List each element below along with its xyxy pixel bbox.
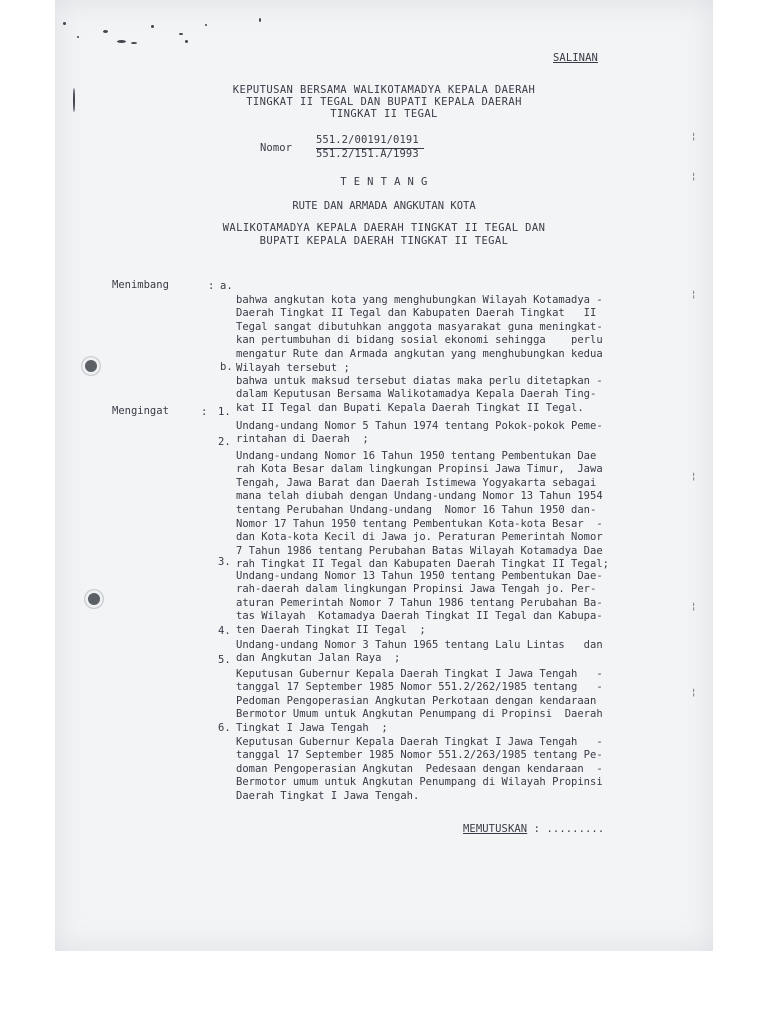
paragraph-line: tanggal 17 September 1985 Nomor 551.2/262/1985 tentang - bbox=[236, 681, 603, 694]
paragraph-line: Tengah, Jawa Barat dan Daerah Istimewa Yogyakarta sebagai bbox=[236, 476, 597, 489]
paragraph-line: Pedoman Pengoperasian Angkutan Perkotaan dengan kendaraan bbox=[236, 694, 597, 707]
paragraph-line: ten Daerah Tingkat II Tegal ; bbox=[236, 623, 426, 636]
mengingat-item-marker: 4. bbox=[218, 625, 231, 637]
mengingat-item-marker: 6. bbox=[218, 722, 231, 734]
paragraph-line: Bermotor umum untuk Angkutan Penumpang di Wilayah Propinsi bbox=[236, 776, 603, 789]
paragraph-line: Wilayah tersebut ; bbox=[236, 361, 350, 374]
punch-hole bbox=[85, 590, 103, 608]
nomor-value-2: 551.2/151.A/1993 bbox=[316, 148, 419, 160]
scan-speck bbox=[131, 42, 137, 44]
edge-mark: ¦ bbox=[691, 132, 697, 142]
scan-speck bbox=[77, 36, 79, 38]
paragraph-line: mana telah diubah dengan Undang-undang Nomor 13 Tahun 1954 bbox=[236, 490, 603, 503]
paragraph-line: Keputusan Gubernur Kepala Daerah Tingkat I Jawa Tengah - bbox=[236, 667, 603, 680]
paragraph-line: bahwa angkutan kota yang menghubungkan Wilayah Kotamadya - bbox=[236, 293, 603, 306]
mengingat-item-marker: 3. bbox=[218, 556, 231, 568]
paragraph-line: dan Angkutan Jalan Raya ; bbox=[236, 652, 401, 665]
decree-subject: RUTE DAN ARMADA ANGKUTAN KOTA bbox=[292, 200, 476, 212]
paragraph-line: Undang-undang Nomor 5 Tahun 1974 tentang Pokok-pokok Peme- bbox=[236, 419, 603, 432]
scan-speck bbox=[185, 40, 188, 43]
paragraph-line: Undang-undang Nomor 13 Tahun 1950 tentang Pembentukan Dae- bbox=[236, 569, 603, 582]
punch-hole bbox=[82, 357, 100, 375]
edge-mark: ¦ bbox=[691, 172, 697, 182]
memutuskan-line bbox=[463, 823, 604, 837]
edge-mark: ¦ bbox=[691, 602, 697, 612]
menimbang-colon: : bbox=[208, 280, 215, 292]
mengingat-item-2 bbox=[236, 436, 609, 572]
menimbang-item-marker: b. bbox=[220, 361, 233, 373]
mengingat-item-marker: 5. bbox=[218, 654, 231, 666]
memutuskan-label: MEMUTUSKAN bbox=[463, 823, 528, 835]
menimbang-label: Menimbang bbox=[112, 279, 169, 291]
paragraph-line: Tegal sangat dibutuhkan anggota masyarakat guna meningkat- bbox=[236, 320, 603, 333]
paragraph-line: tentang Perubahan Undang-undang Nomor 16 Tahun 1950 dan- bbox=[236, 503, 597, 516]
paragraph-line: rah-daerah dalam lingkungan Propinsi Jawa Tengah jo. Per- bbox=[236, 583, 597, 596]
paragraph-line: Undang-undang Nomor 3 Tahun 1965 tentang Lalu Lintas dan bbox=[236, 638, 603, 651]
paragraph-line: dan Kota-kota Kecil di Jawa jo. Peraturan Pemerintah Nomor bbox=[236, 531, 603, 544]
mengingat-item-marker: 2. bbox=[218, 436, 231, 448]
paragraph-line: rintahan di Daerah ; bbox=[236, 433, 369, 446]
paragraph-line: tanggal 17 September 1985 Nomor 551.2/263/1985 tentang Pe- bbox=[236, 749, 603, 762]
menimbang-item-marker: a. bbox=[220, 280, 233, 292]
scanned-document-page bbox=[55, 0, 713, 951]
memutuskan-tail: : ......... bbox=[527, 823, 605, 835]
paragraph-line: Daerah Tingkat I Jawa Tengah. bbox=[236, 789, 420, 802]
edge-mark: ¦ bbox=[691, 688, 697, 698]
paragraph-line: rah Tingkat II Tegal dan Kabupaten Daerah Tingkat II Tegal; bbox=[236, 558, 609, 571]
decree-heading-line: KEPUTUSAN BERSAMA WALIKOTAMADYA KEPALA DAERAH bbox=[232, 84, 536, 96]
paragraph-line: Undang-undang Nomor 16 Tahun 1950 tentang Pembentukan Dae bbox=[236, 449, 597, 462]
nomor-value-1: 551.2/00191/0191 bbox=[316, 134, 419, 146]
scan-speck bbox=[117, 40, 126, 43]
paragraph-line: Daerah Tingkat II Tegal dan Kabupaten Daerah Tingkat II bbox=[236, 307, 597, 320]
scan-speck bbox=[151, 25, 154, 28]
paragraph-line: bahwa untuk maksud tersebut diatas maka perlu ditetapkan - bbox=[236, 374, 603, 387]
paragraph-line: mengatur Rute dan Armada angkutan yang menghubungkan kedua bbox=[236, 347, 603, 360]
edge-mark: ¦ bbox=[691, 472, 697, 482]
paragraph-line: kat II Tegal dan Bupati Kepala Daerah Tingkat II Tegal. bbox=[236, 401, 584, 414]
paragraph-line: Nomor 17 Tahun 1950 tentang Pembentukan Kota-kota Besar - bbox=[236, 517, 603, 530]
paragraph-line: doman Pengoperasian Angkutan Pedesaan dengan kendaraan - bbox=[236, 762, 603, 775]
paragraph-line: rah Kota Besar dalam lingkungan Propinsi Jawa Timur, Jawa bbox=[236, 463, 603, 476]
paragraph-line: 7 Tahun 1986 tentang Perubahan Batas Wilayah Kotamadya Dae bbox=[236, 544, 603, 557]
scan-speck bbox=[103, 30, 108, 33]
paragraph-line: aturan Pemerintah Nomor 7 Tahun 1986 tentang Perubahan Ba- bbox=[236, 596, 603, 609]
mengingat-item-6 bbox=[236, 722, 603, 804]
paragraph-line: Tingkat I Jawa Tengah ; bbox=[236, 721, 388, 734]
decree-heading-line: TINGKAT II TEGAL bbox=[330, 108, 438, 120]
paragraph-line: tas Wilayah Kotamadya Daerah Tingkat II Tegal dan Kabupa- bbox=[236, 610, 603, 623]
paragraph-line: Bermotor Umum untuk Angkutan Penumpang di Propinsi Daerah bbox=[236, 708, 603, 721]
paragraph-line: Keputusan Gubernur Kepala Daerah Tingkat I Jawa Tengah - bbox=[236, 735, 603, 748]
nomor-label: Nomor bbox=[260, 142, 293, 154]
edge-mark: ¦ bbox=[691, 290, 697, 300]
mengingat-item-marker: 1. bbox=[218, 406, 231, 418]
authority-line: BUPATI KEPALA DAERAH TINGKAT II TEGAL bbox=[259, 235, 509, 247]
authority-line: WALIKOTAMADYA KEPALA DAERAH TINGKAT II TEGAL DAN bbox=[222, 222, 546, 234]
scan-speck bbox=[205, 24, 207, 26]
scan-speck bbox=[63, 22, 66, 25]
scan-speck bbox=[179, 33, 183, 35]
paragraph-line: kan pertumbuhan di bidang sosial ekonomi sehingga perlu bbox=[236, 334, 603, 347]
mengingat-label: Mengingat bbox=[112, 405, 169, 417]
tentang-heading: T E N T A N G bbox=[340, 176, 428, 188]
mengingat-colon: : bbox=[201, 406, 208, 418]
decree-heading-line: TINGKAT II TEGAL DAN BUPATI KEPALA DAERAH bbox=[246, 96, 522, 108]
paragraph-line: dalam Keputusan Bersama Walikotamadya Kepala Daerah Ting- bbox=[236, 388, 597, 401]
scan-speck bbox=[259, 18, 261, 22]
copy-stamp: SALINAN bbox=[553, 52, 598, 64]
